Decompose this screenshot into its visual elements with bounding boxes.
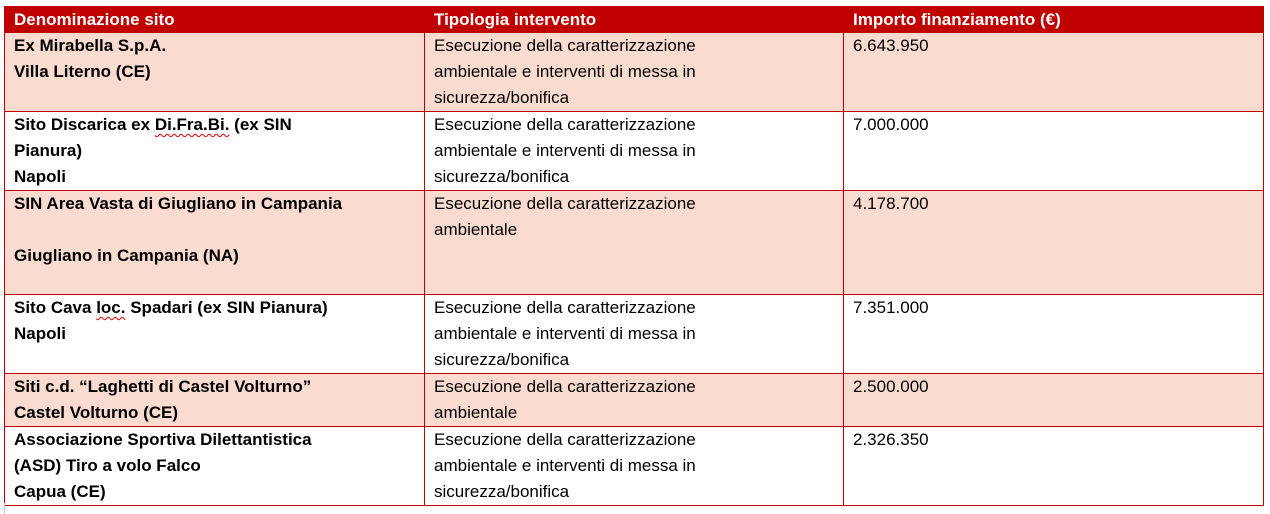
- spellcheck-flagged-word[interactable]: Di.Fra.Bi.: [154, 115, 230, 134]
- site-name-cell: [5, 191, 425, 295]
- site-location-line: Villa Literno (CE): [14, 62, 151, 81]
- table-header-row: [5, 7, 1264, 33]
- amount-cell: 6.643.950: [844, 33, 1264, 112]
- intervention-line: ambientale: [434, 220, 518, 239]
- site-name-line: (ASD) Tiro a volo Falco: [14, 456, 201, 475]
- table-row: [5, 33, 1264, 112]
- site-name-line: Siti c.d. “Laghetti di Castel Volturno”: [14, 377, 312, 396]
- site-name-line: [14, 295, 415, 321]
- intervention-line: Esecuzione della caratterizzazione: [434, 298, 696, 317]
- intervention-cell: [425, 295, 844, 374]
- site-location-line: Giugliano in Campania (NA): [14, 246, 239, 265]
- header-funding-amount: Importo finanziamento (€): [844, 7, 1264, 33]
- intervention-line: ambientale e interventi di messa in: [434, 62, 696, 81]
- intervention-line: sicurezza/bonifica: [434, 167, 570, 186]
- intervention-line: ambientale e interventi di messa in: [434, 324, 696, 343]
- header-site-name: Denominazione sito: [5, 7, 425, 33]
- table-row: [5, 427, 1264, 506]
- site-name-line: Pianura): [14, 141, 83, 160]
- site-name-line: [14, 112, 415, 138]
- intervention-cell: [425, 427, 844, 506]
- table-row: [5, 374, 1264, 427]
- spellcheck-flagged-word[interactable]: loc.: [96, 298, 126, 317]
- amount-cell: 7.351.000: [844, 295, 1264, 374]
- intervention-cell: [425, 33, 844, 112]
- site-name-text: Sito Cava: [14, 298, 97, 317]
- site-location-line: Napoli: [14, 167, 66, 186]
- intervention-line: Esecuzione della caratterizzazione: [434, 194, 696, 213]
- intervention-cell: [425, 191, 844, 295]
- intervention-line: ambientale e interventi di messa in: [434, 141, 696, 160]
- site-name-line: SIN Area Vasta di Giugliano in Campania: [14, 194, 343, 213]
- table-row: [5, 112, 1264, 191]
- intervention-line: Esecuzione della caratterizzazione: [434, 430, 696, 449]
- site-name-text: (ex SIN: [229, 115, 292, 134]
- site-name-cell: [5, 374, 425, 427]
- amount-cell: 4.178.700: [844, 191, 1264, 295]
- blank-line: [14, 217, 415, 243]
- header-intervention-type: Tipologia intervento: [425, 7, 844, 33]
- intervention-line: Esecuzione della caratterizzazione: [434, 36, 696, 55]
- amount-cell: 2.500.000: [844, 374, 1264, 427]
- intervention-line: ambientale: [434, 403, 518, 422]
- page-margin-guide: [4, 503, 5, 514]
- site-name-cell: [5, 33, 425, 112]
- site-location-line: Capua (CE): [14, 482, 106, 501]
- intervention-line: ambientale e interventi di messa in: [434, 456, 696, 475]
- site-name-cell: [5, 295, 425, 374]
- site-name-cell: [5, 427, 425, 506]
- amount-cell: 2.326.350: [844, 427, 1264, 506]
- funding-table: [4, 6, 1264, 506]
- site-name-line: Ex Mirabella S.p.A.: [14, 36, 167, 55]
- intervention-line: sicurezza/bonifica: [434, 88, 570, 107]
- site-location-line: Napoli: [14, 324, 66, 343]
- amount-cell: 7.000.000: [844, 112, 1264, 191]
- intervention-line: sicurezza/bonifica: [434, 482, 570, 501]
- intervention-cell: [425, 112, 844, 191]
- site-name-cell: [5, 112, 425, 191]
- site-location-line: Castel Volturno (CE): [14, 403, 179, 422]
- intervention-line: Esecuzione della caratterizzazione: [434, 377, 696, 396]
- site-name-line: Associazione Sportiva Dilettantistica: [14, 430, 312, 449]
- table-row: [5, 295, 1264, 374]
- site-name-text: Sito Discarica ex: [14, 115, 155, 134]
- site-name-text: Spadari (ex SIN Pianura): [125, 298, 328, 317]
- intervention-cell: [425, 374, 844, 427]
- table-row: [5, 191, 1264, 295]
- intervention-line: Esecuzione della caratterizzazione: [434, 115, 696, 134]
- intervention-line: sicurezza/bonifica: [434, 350, 570, 369]
